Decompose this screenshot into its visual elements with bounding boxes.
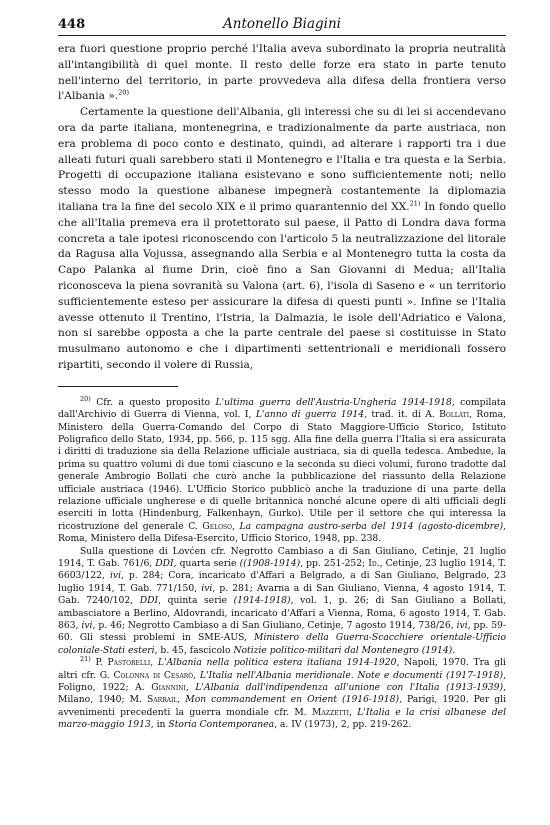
cited-title: Mon commandement en Orient (1916-1918)	[185, 694, 400, 706]
footnote-text: , Parigi, 1920. Per gli avvenimenti precedenti la guerra mondiale cfr. M.	[58, 694, 507, 718]
footnote-text: ,	[232, 520, 240, 532]
footnote-text: , p. 284; Cora, incaricato d'Affari a Belgrado, a di San Giuliano, Belgrado, 23 luglio 1914, T. Gab. 771/150,	[58, 570, 506, 594]
footnote-text: , pp. 251-252;	[300, 558, 369, 570]
footnote-text: compilata dall'Archivio di Guerra di Vienna, vol. I,	[58, 396, 506, 421]
author-name: Id.	[368, 558, 380, 570]
footnote-text: , Foligno, 1922; A.	[58, 669, 506, 694]
footnote-text: ,	[348, 706, 358, 718]
footnote-21	[58, 657, 506, 731]
footnote-text: ,	[177, 694, 186, 706]
footnote-text: , b. 45, fascicolo	[154, 644, 234, 656]
paragraph-text: Certamente la questione dell'Albania, gli interessi che su di lei si accendevano ora da parte italiana, montenegrina, e tradizionalmente da parte austriaca, non era problema di poco conto e destinato, quindi, ad alterare i rapporti tra i due alleati futuri quali sarebbero stati il Montenegro e l'Italia e tra questa e la Serbia. Progetti di occupazione italiana esistevano e sono sufficientemente noti; nello stesso modo la questione albanese impegnerà costantemente la diplomazia italiana tra la fine del secolo XIX e il primo quarantennio del XX.	[58, 106, 506, 213]
footnote-text: , Milano, 1940; M.	[58, 682, 507, 706]
body-text	[58, 42, 506, 374]
footnote-text: , pp. 59-60. Gli stessi problemi in SME-AUS,	[58, 620, 506, 644]
author-name: Geloso	[202, 520, 233, 532]
footnote-20-continued	[58, 546, 506, 658]
footnote-mark: 21)	[80, 655, 91, 664]
cited-title: L'ultima guerra dell'Austria-Ungheria 1914-1918,	[215, 396, 455, 408]
footnote-ref-20[interactable]: 20)	[118, 88, 129, 97]
footnote-text: Cfr. a questo proposito	[90, 396, 216, 408]
paragraph	[58, 105, 506, 374]
author-name: Mazzetti	[312, 706, 349, 718]
footnote-text: , Cetinje, 23 luglio 1914, T. 6603/122,	[58, 558, 506, 582]
cited-title: L'Italia nell'Albania meridionale. Note e documenti (1917-1918)	[199, 669, 504, 681]
footnote-text: ,	[193, 669, 200, 681]
cited-title: DDI	[139, 595, 159, 607]
page-header	[58, 16, 506, 36]
cited-title: L'Albania dall'indipendenza all'unione con l'Italia (1913-1939)	[195, 682, 504, 694]
cited-title: L'anno di guerra 1914,	[255, 409, 367, 421]
footnote-mark: 20)	[80, 394, 91, 403]
page-number: 448	[58, 17, 86, 32]
running-head: Antonello Biagini	[223, 16, 341, 32]
footnote-text: , p. 46; Negrotto Cambiaso a di San Giuliano, Cetinje, 7 agosto 1914, 738/26,	[92, 620, 457, 632]
author-name: Pastorelli	[107, 657, 151, 669]
author-name: Giannini	[151, 682, 186, 694]
cited-title: DDI,	[155, 558, 177, 570]
author-name: Bollati	[439, 409, 470, 421]
cited-title: La campagna austro-serba del 1914 (agosto-dicembre)	[239, 520, 504, 532]
cited-title: ((1908-1914)	[239, 558, 301, 570]
footnote-text: ,	[150, 657, 158, 669]
footnote-text: ,	[185, 682, 196, 694]
footnote-text: , Roma, Ministero della Guerra-Comando del Corpo di Stato Maggiore-Ufficio Storico, Istituto Poligrafico dello Stato, 1934, pp. 566, p. 115 sgg. Alla fine della guerra l'Italia si era assicurata i diritti di traduzione sia della Relazione ufficiale austriaca, sia di quella tedesca. Ambedue, la prima su quattro volumi di due tomi ciascuno e la seconda su dieci volumi, furono tradotte dal generale Ambrogio Bollati che curò anche la pubblicazione del riassunto della Relazione ufficiale austriaca (1946). L'Ufficio Storico pubblicò anche la traduzione di una parte della relazione ufficiale ungherese e di quelle britannica nonché alcune opere di alti ufficiali degli eserciti in lotta (Hindenburg, Falkenhayn, Gurko). Utile per il settore che qui interessa la ricostruzione del generale C.	[58, 409, 506, 532]
paragraph-text: era fuori questione proprio perché l'Italia aveva subordinato la propria neutralità all'intangibilità di quel monte. Il resto delle forze era stato in parte tenuto nell'interno del territorio, in parte provvedeva alla difesa della frontiera verso l'Albania ».	[58, 43, 506, 103]
footnote-text: quarta serie	[176, 558, 240, 570]
footnote-text: , Napoli, 1970. Tra gli altri cfr. G.	[58, 657, 507, 681]
footnote-text: , p. 281; Avarna a di San Giuliano, Vienna, 4 agosto 1914, T. Gab. 7240/102,	[58, 582, 506, 607]
cited-title: ivi	[109, 570, 122, 582]
footnote-text: , quinta serie	[158, 595, 234, 607]
cited-title: (1914-1918)	[233, 595, 291, 607]
cited-title: Storia Contemporanea	[168, 719, 275, 731]
cited-title: Notizie politico-militari dal Montenegro (1914).	[233, 644, 456, 656]
author-name: Sarrail	[146, 694, 178, 706]
footnote-text: , Roma, Ministero della Difesa-Esercito, Ufficio Storico, 1948, pp. 238.	[58, 520, 506, 545]
footnote-text: trad. it. di A.	[367, 409, 440, 421]
book-page	[58, 16, 506, 732]
footnote-text: , in	[150, 719, 169, 731]
footnote-text: , vol. 1, p. 26; di San Giuliano a Bollati, ambasciatore a Berlino, Aldovrandi, incaricato d'Affari a Vienna, Roma, 6 agosto 1914, T. Gab. 863,	[58, 595, 506, 632]
cited-title: L'Albania nella politica estera italiana 1914-1920	[157, 657, 397, 669]
footnote-text: Sulla questione di Lovćen cfr. Negrotto Cambiaso a di San Giuliano, Cetinje, 21 luglio 1914, T. Gab. 761/6,	[58, 545, 506, 570]
footnote-ref-21[interactable]: 21)	[409, 199, 421, 208]
cited-title: ivi	[456, 620, 468, 632]
footnote-text: , a. IV (1973), 2, pp. 219-262.	[274, 719, 412, 731]
cited-title: L'Italia e la crisi albanese del marzo-maggio 1913	[58, 706, 507, 731]
paragraph	[58, 42, 506, 105]
footnote-20	[58, 394, 506, 546]
cited-title: ivi	[201, 582, 213, 594]
footnote-separator	[58, 386, 178, 387]
cited-title: ivi	[81, 620, 93, 632]
footnotes	[58, 394, 507, 732]
author-name: Colonna di Cesarò	[113, 669, 194, 681]
cited-title: Ministero della Guerra-Scacchiere orientale-Ufficio coloniale-Stati esteri	[58, 632, 506, 656]
footnote-text: P.	[90, 657, 108, 669]
paragraph-text: In fondo quello che all'Italia premeva era il protettorato sul paese, il Patto di Londra dava forma concreta a tale ipotesi riconoscendo con l'articolo 5 la neutralizzazione del litorale da Ragusa alla Vojussa, assegnando alla Serbia e al Montenegro tutta la costa da Capo Palanka al fiume Drin, cioè fino a San Giovanni di Medua; all'Italia riconosceva la piena sovranità su Valona (art. 6), l'isola di Saseno e « un territorio sufficientemente esteso per assicurare la difesa di questi punti ». Infine se l'Italia avesse ottenuto il Trentino, l'Istria, la Dalmazia, le isole dell'Adriatico e Valona, non si sarebbe opposta a che la parte centrale del paese si costituisse in Stato musulmano autonomo e che i dipartimenti settentrionali e meridionali fossero ripartiti, secondo il volere di Russia,	[58, 200, 507, 371]
